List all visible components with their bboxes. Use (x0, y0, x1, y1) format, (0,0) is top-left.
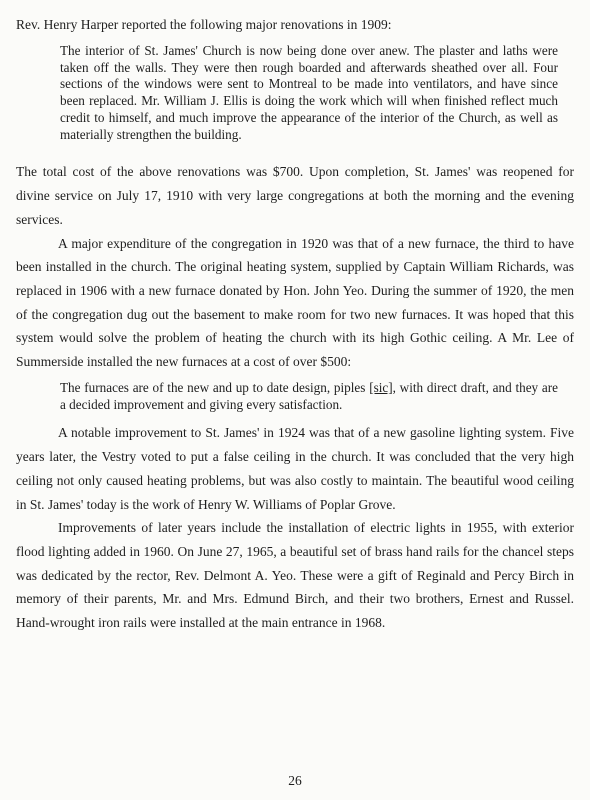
sic-notation: [sic] (369, 379, 393, 395)
paragraph-later-improvements: Improvements of later years include the installation of electric lights in 1955, with exterior flood lighting added in 1960. On June 27, 1965, a beautiful set of brass hand rails for the chancel steps was dedicated by the rector, Rev. Delmont A. Yeo. These were a gift of Reginald and Percy Birch in memory of their parents, Mr. and Mrs. Edmund Birch, and their two brothers, Ernest and Russel. Hand-wrought iron rails were installed at the main entrance in 1968. (16, 520, 574, 631)
paragraph-lighting-ceiling: A notable improvement to St. James' in 1924 was that of a new gasoline lighting system. Five years later, the Vestry voted to put a false ceiling in the church. It was concluded that the very high ceiling not only caused heating problems, but was also costly to maintain. The beautiful wood ceiling in St. James' today is the work of Henry W. Williams of Poplar Grove. (16, 425, 574, 512)
document-page (16, 13, 574, 635)
paragraph-renovation-cost: The total cost of the above renovations was $700. Upon completion, St. James' was reopened for divine service on July 17, 1910 with very large congregations at both the morning and the evening services. (16, 164, 574, 227)
quote-text-end: , with direct draft, and they are a decided improvement and giving every satisfaction. (60, 379, 559, 412)
quote-text-start: The furnaces are of the new and up to date design, piples (60, 379, 370, 395)
paragraph-furnace: A major expenditure of the congregation in 1920 was that of a new furnace, the third to have been installed in the church. The original heating system, supplied by Captain William Richards, was replaced in 1906 with a new furnace donated by Hon. John Yeo. During the summer of 1920, the men of the congregation dug out the basement to make room for two new furnaces. It was hoped that this system would solve the problem of heating the church with its high Gothic ceiling. A Mr. Lee of Summerside installed the new furnaces at a cost of over $500: (16, 235, 574, 370)
page-number: 26 (288, 773, 302, 788)
block-quote-furnaces (60, 380, 558, 414)
intro-paragraph: Rev. Henry Harper reported the following major renovations in 1909: (16, 17, 392, 32)
block-quote-1909: The interior of St. James' Church is now being done over anew. The plaster and laths were taken off the walls. They were then rough boarded and afterwards sheathed over all. Four sections of the windows were sent to Montreal to be made into ventilators, and have since been replaced. Mr. William J. Ellis is doing the work which will when finished reflect much credit to himself, and much improve the appearance of the interior of the Church, as well as materially strengthen the building. (60, 42, 558, 142)
